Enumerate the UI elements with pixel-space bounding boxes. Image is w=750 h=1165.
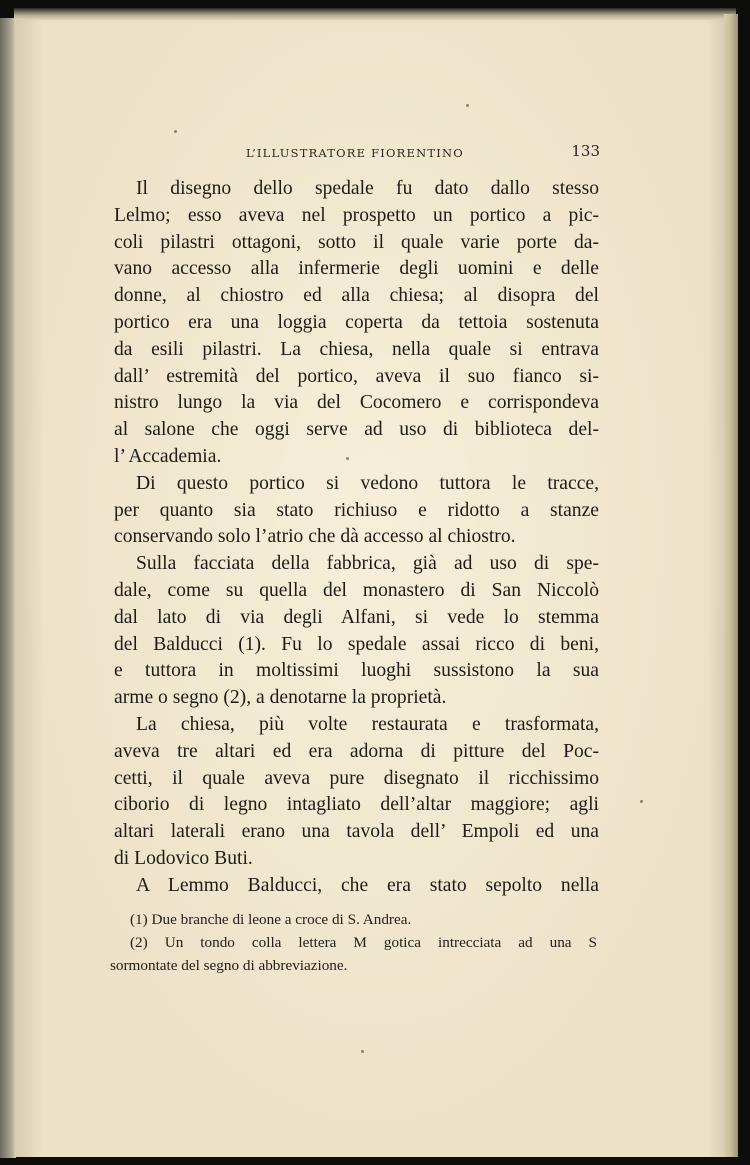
- running-head: [112, 140, 602, 166]
- paper-speck: [361, 1050, 364, 1053]
- paper-speck: [640, 800, 643, 803]
- text-line: Sulla facciata della fabbrica, già ad uso di spe-: [136, 553, 599, 575]
- paper-speck: [466, 104, 469, 107]
- running-title: L’ILLUSTRATORE FIORENTINO: [246, 146, 464, 160]
- text-line: coli pilastri ottagoni, sotto il quale varie porte da-: [114, 231, 599, 253]
- page-number: 133: [571, 142, 600, 160]
- text-line: Il disegno dello spedale fu dato dallo stesso: [136, 178, 599, 199]
- footnote-1: (1) Due branche di leone a croce di S. Andrea.: [130, 911, 412, 928]
- text-line: nistro lungo la via del Cocomero e corrispondeva: [114, 392, 599, 414]
- text-line: cetti, il quale aveva pure disegnato il ricchissimo: [114, 767, 599, 789]
- paper-speck: [174, 130, 177, 133]
- text-line: di Lodovico Buti.: [114, 847, 253, 869]
- text-line: aveva tre altari ed era adorna di pitture del Poc-: [114, 740, 599, 762]
- text-line: La chiesa, più volte restaurata e trasformata,: [136, 713, 599, 735]
- text-line: A Lemmo Balducci, che era stato sepolto nella: [136, 874, 599, 896]
- paper-speck: [346, 457, 349, 460]
- page-top-edge: [14, 8, 736, 20]
- footnotes: [110, 908, 597, 977]
- text-line: dale, come su quella del monastero di San Niccolò: [114, 579, 599, 601]
- text-line: del Balducci (1). Fu lo spedale assai ricco di beni,: [114, 633, 599, 655]
- footnote-2-continuation: sormontate del segno di abbreviazione.: [110, 957, 348, 974]
- text-line: arme o segno (2), a denotarne la proprietà.: [114, 687, 447, 709]
- text-line: ciborio di legno intagliato dell’altar maggiore; agli: [114, 794, 599, 816]
- body-text: [114, 176, 599, 900]
- text-line: donne, al chiostro ed alla chiesa; al disopra del: [114, 285, 599, 307]
- text-line: conservando solo l’atrio che dà accesso al chiostro.: [114, 526, 516, 548]
- text-line: dall’ estremità del portico, aveva il suo fianco si-: [114, 365, 599, 387]
- footnote-2: (2) Un tondo colla lettera M gotica intrecciata ad una S: [130, 934, 597, 951]
- text-line: e tuttora in moltissimi luoghi sussistono la sua: [114, 660, 599, 682]
- text-line: da esili pilastri. La chiesa, nella quale si entrava: [114, 338, 599, 360]
- text-line: l’ Accademia.: [114, 445, 222, 467]
- text-line: vano accesso alla infermerie degli uomini e delle: [114, 258, 599, 280]
- text-line: al salone che oggi serve ad uso di biblioteca del-: [114, 419, 599, 441]
- page-right-edge: [724, 14, 738, 1157]
- text-line: portico era una loggia coperta da tettoia sostenuta: [114, 311, 599, 333]
- text-line: dal lato di via degli Alfani, si vede lo stemma: [114, 606, 599, 628]
- text-line: Lelmo; esso aveva nel prospetto un portico a pic-: [114, 204, 599, 226]
- text-line: altari laterali erano una tavola dell’ Empoli ed una: [114, 821, 599, 843]
- text-line: per quanto sia stato richiuso e ridotto a stanze: [114, 499, 599, 521]
- text-line: Di questo portico si vedono tuttora le tracce,: [136, 472, 599, 494]
